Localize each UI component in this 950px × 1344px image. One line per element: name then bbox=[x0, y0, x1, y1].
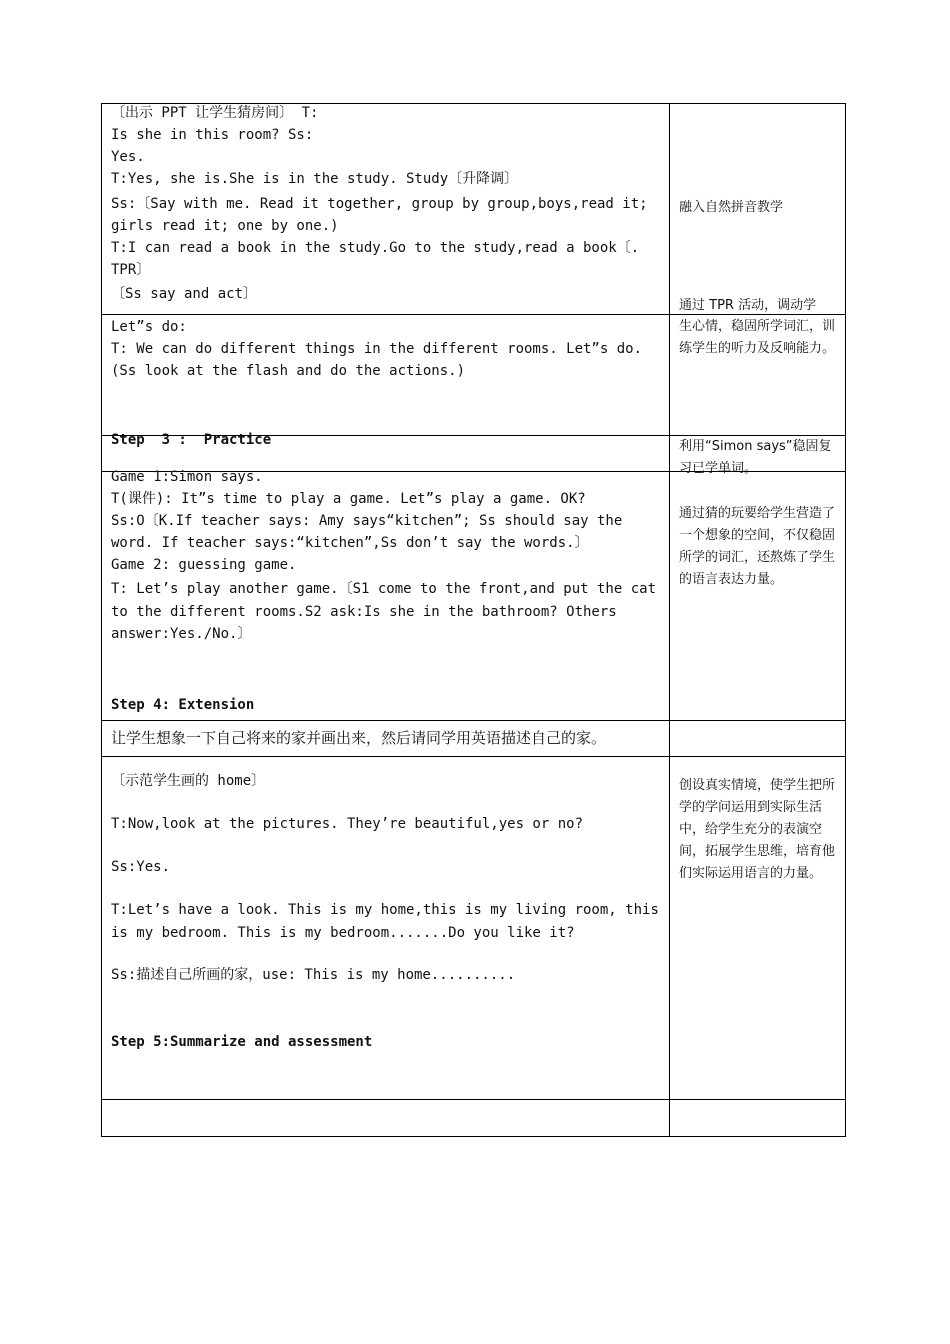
row-divider bbox=[101, 756, 846, 757]
row4-line: Game 2: guessing game. bbox=[111, 557, 297, 573]
row4-line: T: Let’s play another game.〔S1 come to the front,and put the cat bbox=[111, 581, 657, 597]
row4-line: T(课件): It”s time to play a game. Let”s play a game. OK? bbox=[111, 491, 586, 507]
row2-line: T: We can do different things in the different rooms. Let”s do. bbox=[111, 341, 643, 357]
row1-line: TPR〕 bbox=[111, 262, 151, 278]
row2-note: 生心情，稳固所学词汇，训练学生的听力及反响能力。 bbox=[679, 319, 836, 356]
step4-heading: Step 4: Extension bbox=[111, 697, 255, 713]
row4-line: Ss:O〔K.If teacher says: Amy says“kitchen”; Ss should say the bbox=[111, 513, 623, 529]
row-divider bbox=[101, 1099, 846, 1100]
row1-line: Is she in this room? Ss: bbox=[111, 127, 314, 143]
row1-note-tpr: 通过 TPR 活动，调动学 bbox=[679, 298, 817, 313]
row5-text: 让学生想象一下自己将来的家并画出来，然后请同学用英语描述自己的家。 bbox=[111, 729, 607, 747]
table-border-bottom bbox=[101, 1136, 846, 1137]
row2-line: (Ss look at the flash and do the actions.) bbox=[111, 363, 466, 379]
row6-line: is my bedroom. This is my bedroom.......Do you like it? bbox=[111, 925, 575, 941]
row-divider bbox=[101, 720, 846, 721]
row6-line: Ss:描述自己所画的家，use: This is my home.......... bbox=[111, 967, 516, 983]
row6-line: T:Now,look at the pictures. They’re beautiful,yes or no? bbox=[111, 816, 584, 832]
table-column-divider bbox=[669, 103, 670, 1137]
row4-note: 通过猜的玩要给学生营造了一个想象的空间，不仅稳固所学的词汇，还熬炼了学生的语言表达力量。 bbox=[679, 506, 836, 587]
step5-heading: Step 5:Summarize and assessment bbox=[111, 1034, 373, 1050]
row4-line: to the different rooms.S2 ask:Is she in the bathroom? Others bbox=[111, 604, 617, 620]
table-border-right bbox=[845, 103, 846, 1137]
step3-heading: Step 3 : Practice bbox=[111, 432, 272, 448]
row1-line: T:I can read a book in the study.Go to the study,read a book〔. bbox=[111, 240, 640, 256]
row6-note: 创设真实情境，使学生把所学的学问运用到实际生活中，给学生充分的表演空间，拓展学生思维，培育他们实际运用语言的力量。 bbox=[679, 778, 836, 881]
row6-line: Ss:Yes. bbox=[111, 859, 171, 875]
row1-line: girls read it; one by one.) bbox=[111, 218, 339, 234]
row6-line: 〔示范学生画的 home〕 bbox=[111, 773, 266, 789]
row4-line: answer:Yes./No.〕 bbox=[111, 626, 252, 642]
row1-line: Ss:〔Say with me. Read it together, group by group,boys,read it; bbox=[111, 196, 648, 212]
table-border-left bbox=[101, 103, 102, 1137]
row1-line: 〔Ss say and act〕 bbox=[111, 286, 258, 302]
row3-note: 利用“Simon says”稳固复习已学单词。 bbox=[679, 439, 832, 476]
row1-note-phonics: 融入自然拼音教学 bbox=[679, 200, 784, 215]
row4-line: Game 1:Simon says. bbox=[111, 469, 263, 485]
row1-line: 〔出示 PPT 让学生猜房间〕 T: bbox=[111, 105, 319, 121]
row1-line: T:Yes, she is.She is in the study. Study〔升降调〕 bbox=[111, 171, 519, 187]
row2-line: Let”s do: bbox=[111, 319, 187, 335]
row4-line: word. If teacher says:“kitchen”,Ss don’t say the words.〕 bbox=[111, 535, 589, 551]
row6-line: T:Let’s have a look. This is my home,this is my living room, this bbox=[111, 902, 659, 918]
row1-line: Yes. bbox=[111, 149, 145, 165]
